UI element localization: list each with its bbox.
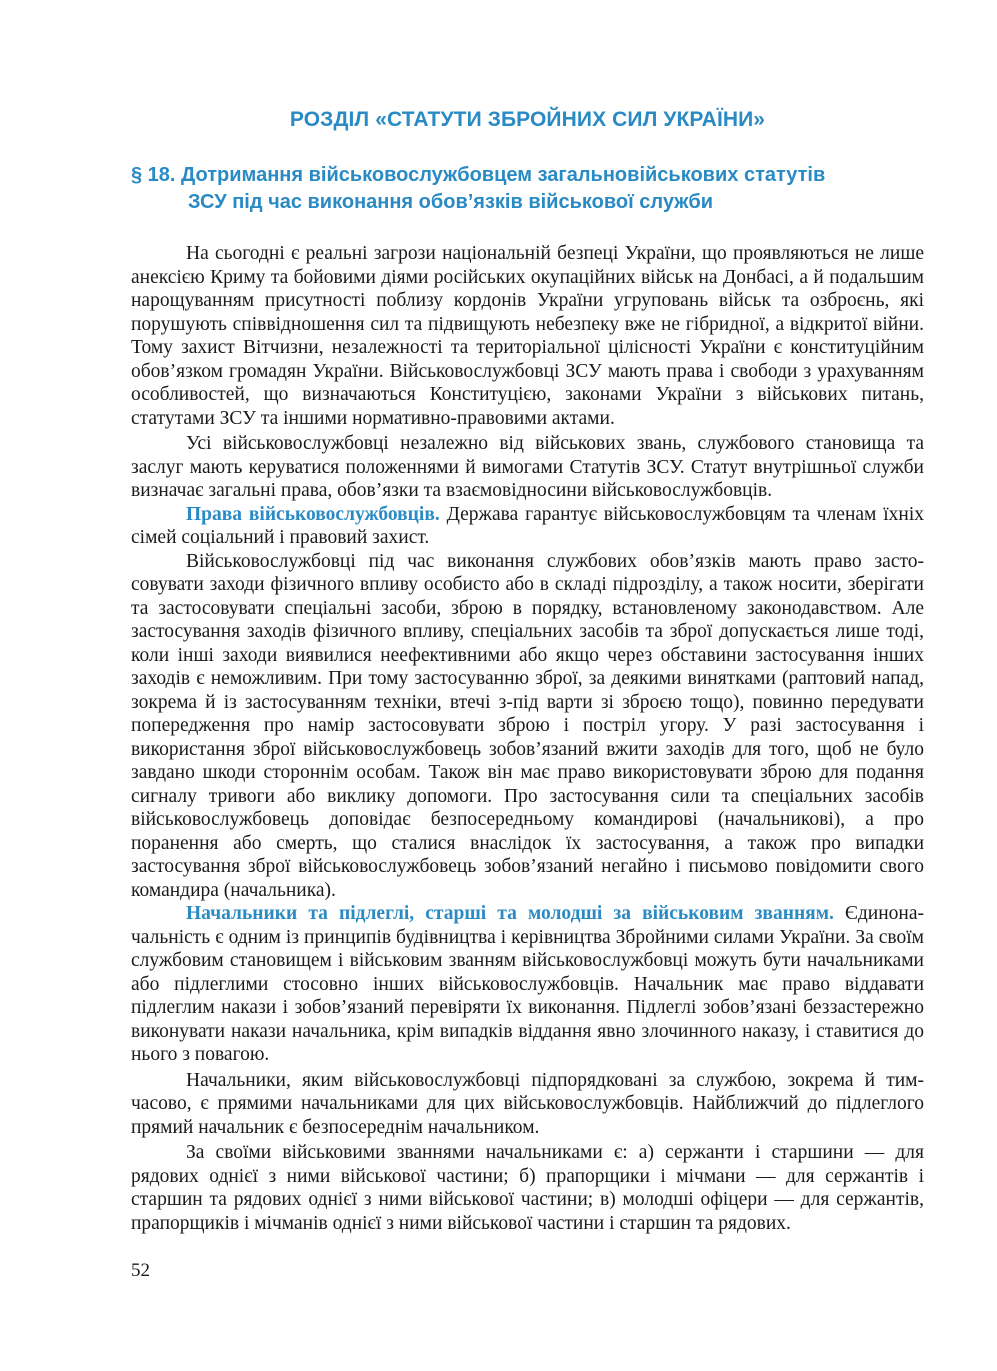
body-paragraph-1: На сьогодні є реальні загрози національній безпеці України, що проявляються не лише анексією Криму та бойовими діями російських окупаційних військ на Донбасі, а й подальшим нарощуванням присутності поблизу кордонів України угруповань військ та озброєнь, які порушують співвідношення сил та підвищують небезпеку вже не гібридної, а відкритої війни. Тому захист Вітчизни, незалежності та територіальної цілісності України є конституційним обов’язком громадян України. Військовослужбовці ЗСУ мають права і свободи з урахуванням особливостей, що визначаються Конституцією, законами України з військових питань, статутами ЗСУ та іншими нормативно-правовими актами.	[131, 243, 924, 429]
body-paragraph-6: Начальники, яким військовослужбовці підпорядковані за службою, зокрема й тимчасово, є прямими начальниками для цих військовослужбовців. Найближчий до підлеглого прямий начальник є безпосереднім начальником.	[131, 1069, 924, 1138]
section-title: РОЗДІЛ «СТАТУТИ ЗБРОЙНИХ СИЛ УКРАЇНИ»	[289, 108, 766, 131]
chiefs-lead-heading: Начальники та підлеглі, старші та молодші за військовим званням.	[186, 903, 834, 924]
paragraph-heading	[131, 162, 924, 216]
rights-lead-heading: Права військовослужбовців.	[186, 503, 440, 525]
body-paragraph-4: Військовослужбовці під час виконання службових обов’язків мають право застосовувати заходи фізичного впливу особисто або в складі підрозділу, а також носити, зберігати та застосовувати спеціальні засоби, зброю в порядку, встановленому законодавством. Але застосування заходів фізичного впливу, спеціальних засобів та зброї допускається лише тоді, коли інші заходи виявилися неефективними або якщо через обставини застосування інших заходів є неможливим. При тому застосуванню зброї, за деякими винятками (раптовий напад, зокрема й із застосуванням техніки, втечі з-під варти зі зброєю тощо), повинно передувати попередження про намір застосовувати зброю і постріл угору. У разі застосування і використання зброї військовослужбовець зобов’язаний вжити заходів для того, щоб не було завдано шкоди стороннім особам. Також він має право використовувати зброю для подання сигналу тривоги або виклику допомоги. Про застосування сили та спеціальних засобів військовослужбовець доповідає безпосередньому командирові (начальникові), а про поранення або смерть, що сталися внаслідок їх застосування, а також про випадки застосування зброї військовослужбовець зобов’язаний негайно і письмово повідомити свого командира (начальника).	[131, 550, 924, 901]
body-paragraph-5	[131, 902, 924, 1067]
body-paragraph-2: Усі військовослужбовці незалежно від військових звань, службового становища та заслуг мають керуватися положеннями й вимогами Статутів ЗСУ. Статут внутрішньої служби визначає загальні права, обов’язки та взаємовідносини військовослужбовців.	[131, 433, 924, 501]
rights-text: Держава гарантує військовослужбовцям та членам їхніх сімей соціальний і правовий захист.	[131, 503, 924, 548]
chiefs-text: Єдиноначальність є одним із принципів будівництва і керівництва Збройними силами України. За своїм службовим становищем і військовим званням військовослужбовці можуть бути начальниками або підлеглими стосовно інших військовослужбовців. Начальник має право віддавати підлеглим накази і зобов’язаний перевіряти їх виконання. Підлеглі зобов’язані беззастережно виконувати накази начальника, крім випадків віддання явно злочинного наказу, і ставитися до нього з повагою.	[131, 903, 924, 1065]
body-paragraph-7: За своїми військовими званнями начальниками є: а) сержанти і старшини — для рядових однієї з ними військової частини; б) прапорщики і мічмани — для сержантів і старшин та рядових однієї з ними військової частини; в) молодші офіцери — для сержантів, прапорщиків і мічманів однієї з ними військової частини і старшин та рядових.	[131, 1142, 924, 1234]
body-paragraph-3	[131, 503, 924, 550]
page-number: 52	[131, 1260, 150, 1281]
paragraph-heading-line1: § 18. Дотримання військовослужбовцем загальновійськових статутів	[131, 164, 826, 186]
paragraph-heading-line2: ЗСУ під час виконання обов’язків військової служби	[188, 191, 714, 213]
body-text	[131, 242, 924, 1235]
